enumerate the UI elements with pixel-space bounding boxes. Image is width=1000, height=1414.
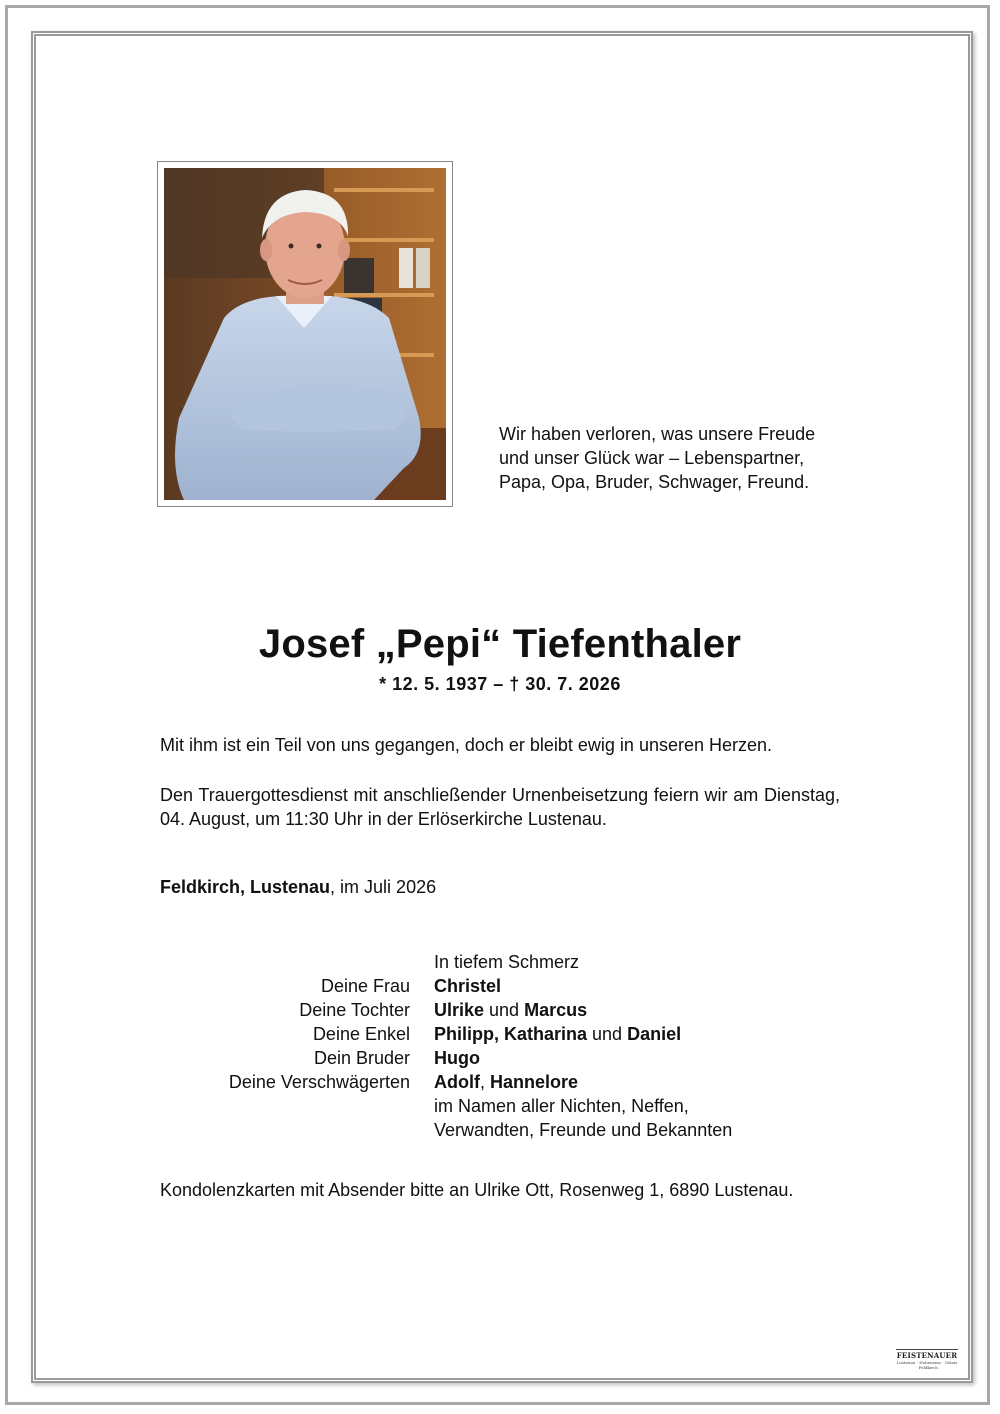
mourner-name: Hannelore	[490, 1072, 579, 1092]
mourner-names	[432, 1022, 860, 1046]
mourner-row	[160, 974, 860, 998]
logo-name: FEISTENAUER	[896, 1351, 958, 1360]
mourner-names	[432, 1070, 860, 1094]
verse-line: und unser Glück war – Lebenspartner,	[499, 448, 805, 468]
funeral-home-logo	[896, 1349, 958, 1370]
mourner-name: Ulrike	[434, 1000, 485, 1020]
mourner-name: Hugo	[434, 1048, 480, 1068]
mourner-name: Christel	[434, 976, 502, 996]
farewell-paragraph: Mit ihm ist ein Teil von uns gegangen, doch er bleibt ewig in unseren Herzen.	[160, 735, 773, 755]
mourner-relation: Deine Frau	[320, 976, 410, 996]
mourner-relation: Deine Enkel	[312, 1024, 410, 1044]
mourner-relation: Deine Verschwägerten	[228, 1072, 410, 1092]
mourner-relation: Deine Tochter	[299, 1000, 410, 1020]
mourner-connector: und	[484, 1000, 525, 1020]
mourners-outro-line: im Namen aller Nichten, Neffen,	[434, 1096, 689, 1116]
mourner-names	[432, 998, 860, 1022]
place-names: Feldkirch, Lustenau	[160, 877, 331, 897]
mourner-relation: Dein Bruder	[313, 1048, 410, 1068]
mourner-name: Philipp, Katharina	[434, 1024, 588, 1044]
verse-line: Wir haben verloren, was unsere Freude	[499, 424, 816, 444]
condolence-note: Kondolenzkarten mit Absender bitte an Ulrike Ott, Rosenweg 1, 6890 Lustenau.	[160, 1180, 794, 1200]
mourner-name: Marcus	[524, 1000, 588, 1020]
mourner-row	[160, 1022, 860, 1046]
verse-line: Papa, Opa, Bruder, Schwager, Freund.	[499, 472, 810, 492]
memorial-verse	[499, 422, 859, 494]
life-dates: * 12. 5. 1937 – † 30. 7. 2026	[379, 674, 621, 694]
mourners-intro: In tiefem Schmerz	[434, 952, 580, 972]
deceased-name: Josef „Pepi“ Tiefenthaler	[258, 622, 742, 666]
place-date	[160, 877, 436, 898]
portrait-photo	[157, 161, 453, 507]
mourner-names	[432, 974, 860, 998]
mourner-row	[160, 1070, 860, 1094]
service-paragraph: Den Trauergottesdienst mit anschließender Urnenbeisetzung feiern wir am Dienstag, 04. August, um 11:30 Uhr in der Erlöserkirche Lustenau.	[160, 785, 840, 829]
mourner-names	[432, 1046, 860, 1070]
mourner-connector: ,	[479, 1072, 490, 1092]
mourner-row	[160, 998, 860, 1022]
mourner-connector: und	[587, 1024, 628, 1044]
logo-tagline: Lustenau · Hohenems · Götzis · Feldkirch	[896, 1360, 958, 1370]
mourner-row	[160, 1046, 860, 1070]
mourner-name: Adolf	[434, 1072, 480, 1092]
place-date-text: , im Juli 2026	[330, 877, 437, 897]
mourners-list	[160, 950, 860, 1142]
mourners-outro-line: Verwandten, Freunde und Bekannten	[434, 1120, 733, 1140]
mourner-name: Daniel	[627, 1024, 682, 1044]
